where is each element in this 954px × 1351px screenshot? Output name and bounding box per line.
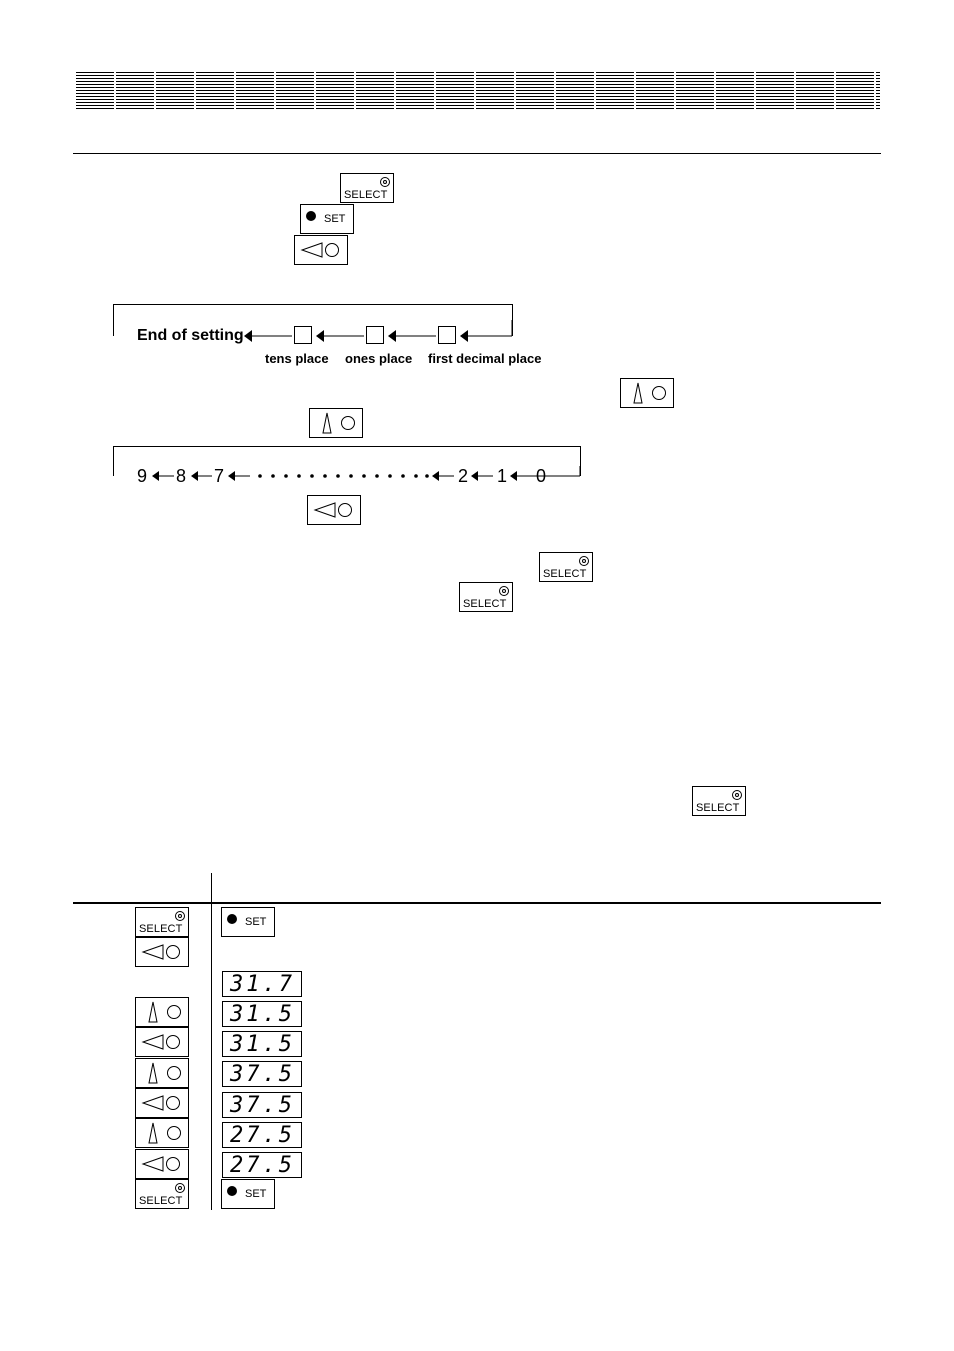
header-banner-pattern xyxy=(76,72,880,110)
header-rule xyxy=(73,153,881,154)
up-triangle-icon xyxy=(310,409,362,437)
select-key-label: SELECT xyxy=(543,568,587,580)
up-triangle-icon xyxy=(136,1059,188,1087)
digit-1: 1 xyxy=(497,466,508,486)
shift-key xyxy=(135,1027,189,1057)
digit-9: 9 xyxy=(137,466,148,486)
table-vertical-rule xyxy=(211,873,212,1210)
up-key xyxy=(135,1118,189,1148)
shift-key xyxy=(135,937,189,967)
select-key xyxy=(692,786,746,816)
select-key-label: SELECT xyxy=(139,923,183,935)
ones-place-label: ones place xyxy=(345,351,413,366)
up-key xyxy=(135,997,189,1027)
up-key xyxy=(135,1058,189,1088)
select-ring-icon xyxy=(499,586,509,596)
select-key-label: SELECT xyxy=(463,598,507,610)
first-decimal-place-label: first decimal place xyxy=(428,351,542,366)
select-key-label: SELECT xyxy=(344,189,388,201)
select-ring-icon xyxy=(732,790,742,800)
digit-2: 2 xyxy=(458,466,469,486)
tens-place-label: tens place xyxy=(265,351,329,366)
select-key xyxy=(539,552,593,582)
decimal-place-box xyxy=(438,326,456,344)
shift-left-triangle-icon xyxy=(136,938,188,966)
digit-7: 7 xyxy=(214,466,225,486)
shift-key xyxy=(135,1088,189,1118)
tens-place-box xyxy=(294,326,312,344)
select-key xyxy=(459,582,513,612)
select-key xyxy=(135,907,189,937)
shift-left-triangle-icon xyxy=(136,1150,188,1178)
set-dot-icon xyxy=(227,914,237,924)
display-readout xyxy=(222,1092,302,1118)
up-triangle-icon xyxy=(136,998,188,1026)
select-ring-icon xyxy=(175,1183,185,1193)
display-readout xyxy=(222,971,302,997)
select-ring-icon xyxy=(380,177,390,187)
select-key-label: SELECT xyxy=(696,802,740,814)
display-value: 37.5 xyxy=(230,1093,295,1118)
set-dot-icon xyxy=(227,1186,237,1196)
shift-left-triangle-icon xyxy=(308,496,360,524)
select-key xyxy=(340,173,394,203)
select-key xyxy=(135,1179,189,1209)
ones-place-box xyxy=(366,326,384,344)
select-ring-icon xyxy=(175,911,185,921)
shift-key xyxy=(135,1149,189,1179)
display-readout xyxy=(222,1031,302,1057)
up-key xyxy=(620,378,674,408)
set-key xyxy=(300,204,354,234)
display-readout xyxy=(222,1152,302,1178)
set-key-label: SET xyxy=(324,213,346,225)
up-triangle-icon xyxy=(621,379,673,407)
display-readout xyxy=(222,1001,302,1027)
diagram1-arrows xyxy=(240,320,540,350)
set-dot-icon xyxy=(306,211,316,221)
set-key xyxy=(221,1179,275,1209)
set-key xyxy=(221,907,275,937)
display-value: 31.5 xyxy=(230,1032,295,1057)
shift-key xyxy=(307,495,361,525)
display-value: 27.5 xyxy=(230,1153,295,1178)
display-readout xyxy=(222,1061,302,1087)
shift-left-triangle-icon xyxy=(295,236,347,264)
shift-left-triangle-icon xyxy=(136,1089,188,1117)
diagram2-arrows xyxy=(148,466,588,488)
display-value: 31.7 xyxy=(230,972,295,997)
set-key-label: SET xyxy=(245,1188,267,1200)
shift-key xyxy=(294,235,348,265)
select-ring-icon xyxy=(579,556,589,566)
up-key xyxy=(309,408,363,438)
display-value: 27.5 xyxy=(230,1123,295,1148)
select-key-label: SELECT xyxy=(139,1195,183,1207)
up-triangle-icon xyxy=(136,1119,188,1147)
display-value: 31.5 xyxy=(230,1002,295,1027)
digit-0: 0 xyxy=(536,466,547,486)
set-key-label: SET xyxy=(245,916,267,928)
shift-left-triangle-icon xyxy=(136,1028,188,1056)
display-readout xyxy=(222,1122,302,1148)
display-value: 37.5 xyxy=(230,1062,295,1087)
digit-8: 8 xyxy=(176,466,187,486)
table-header-rule xyxy=(73,902,881,904)
end-of-setting-label: End of setting xyxy=(137,327,244,344)
